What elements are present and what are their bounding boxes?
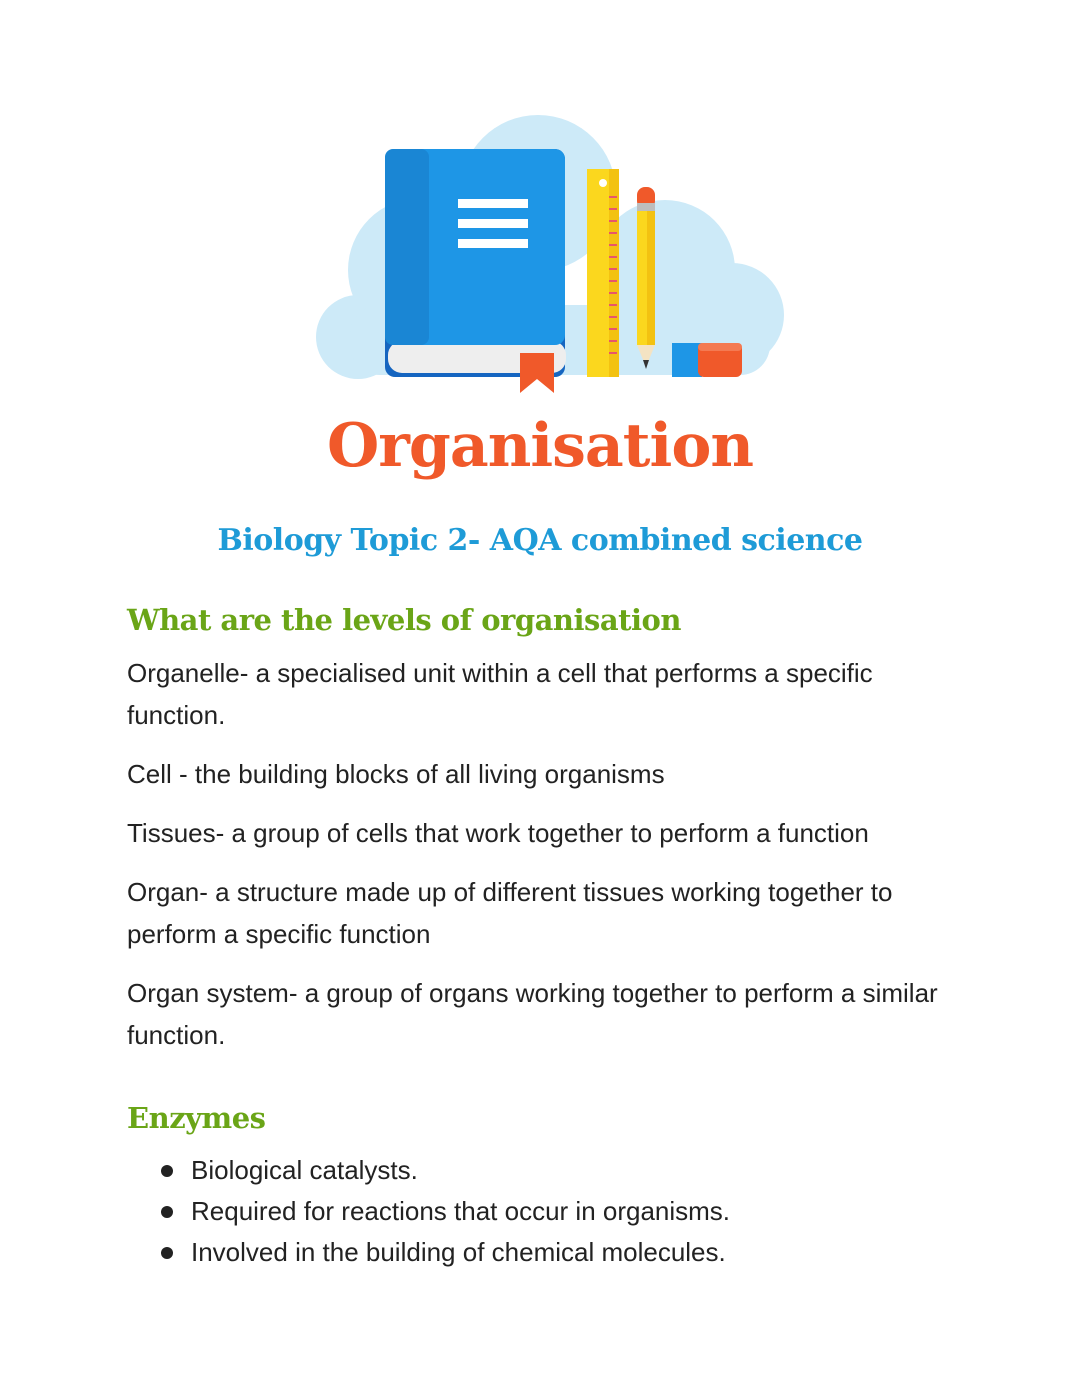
bullet-icon [161, 1247, 173, 1259]
pencil-icon [637, 187, 655, 369]
list-item [161, 1150, 957, 1191]
bullet-icon [161, 1206, 173, 1218]
list-item-text: Involved in the building of chemical molecules. [191, 1237, 726, 1267]
book-icon [385, 149, 566, 377]
ruler-icon [587, 169, 619, 377]
level-organ: Organ- a structure made up of different tissues working together to perform a specific function [127, 877, 893, 949]
enzymes-list [161, 1150, 957, 1273]
level-cell: Cell - the building blocks of all living organisms [127, 759, 665, 789]
main-content [127, 598, 957, 1273]
levels-heading: What are the levels of organisation [127, 603, 681, 637]
list-item [161, 1232, 957, 1273]
enzymes-heading: Enzymes [127, 1101, 266, 1135]
page-title: Organisation [327, 411, 753, 481]
header-illustration [280, 105, 800, 405]
list-item-text: Required for reactions that occur in organisms. [191, 1196, 731, 1226]
level-organ-system: Organ system- a group of organs working together to perform a similar function. [127, 978, 938, 1050]
list-item-text: Biological catalysts. [191, 1155, 418, 1185]
bullet-icon [161, 1165, 173, 1177]
level-tissues: Tissues- a group of cells that work together to perform a function [127, 818, 869, 848]
page-subtitle: Biology Topic 2- AQA combined science [217, 523, 863, 558]
eraser-icon [672, 343, 742, 377]
list-item [161, 1191, 957, 1232]
level-organelle: Organelle- a specialised unit within a cell that performs a specific function. [127, 658, 873, 730]
bookmark-icon [520, 353, 554, 393]
